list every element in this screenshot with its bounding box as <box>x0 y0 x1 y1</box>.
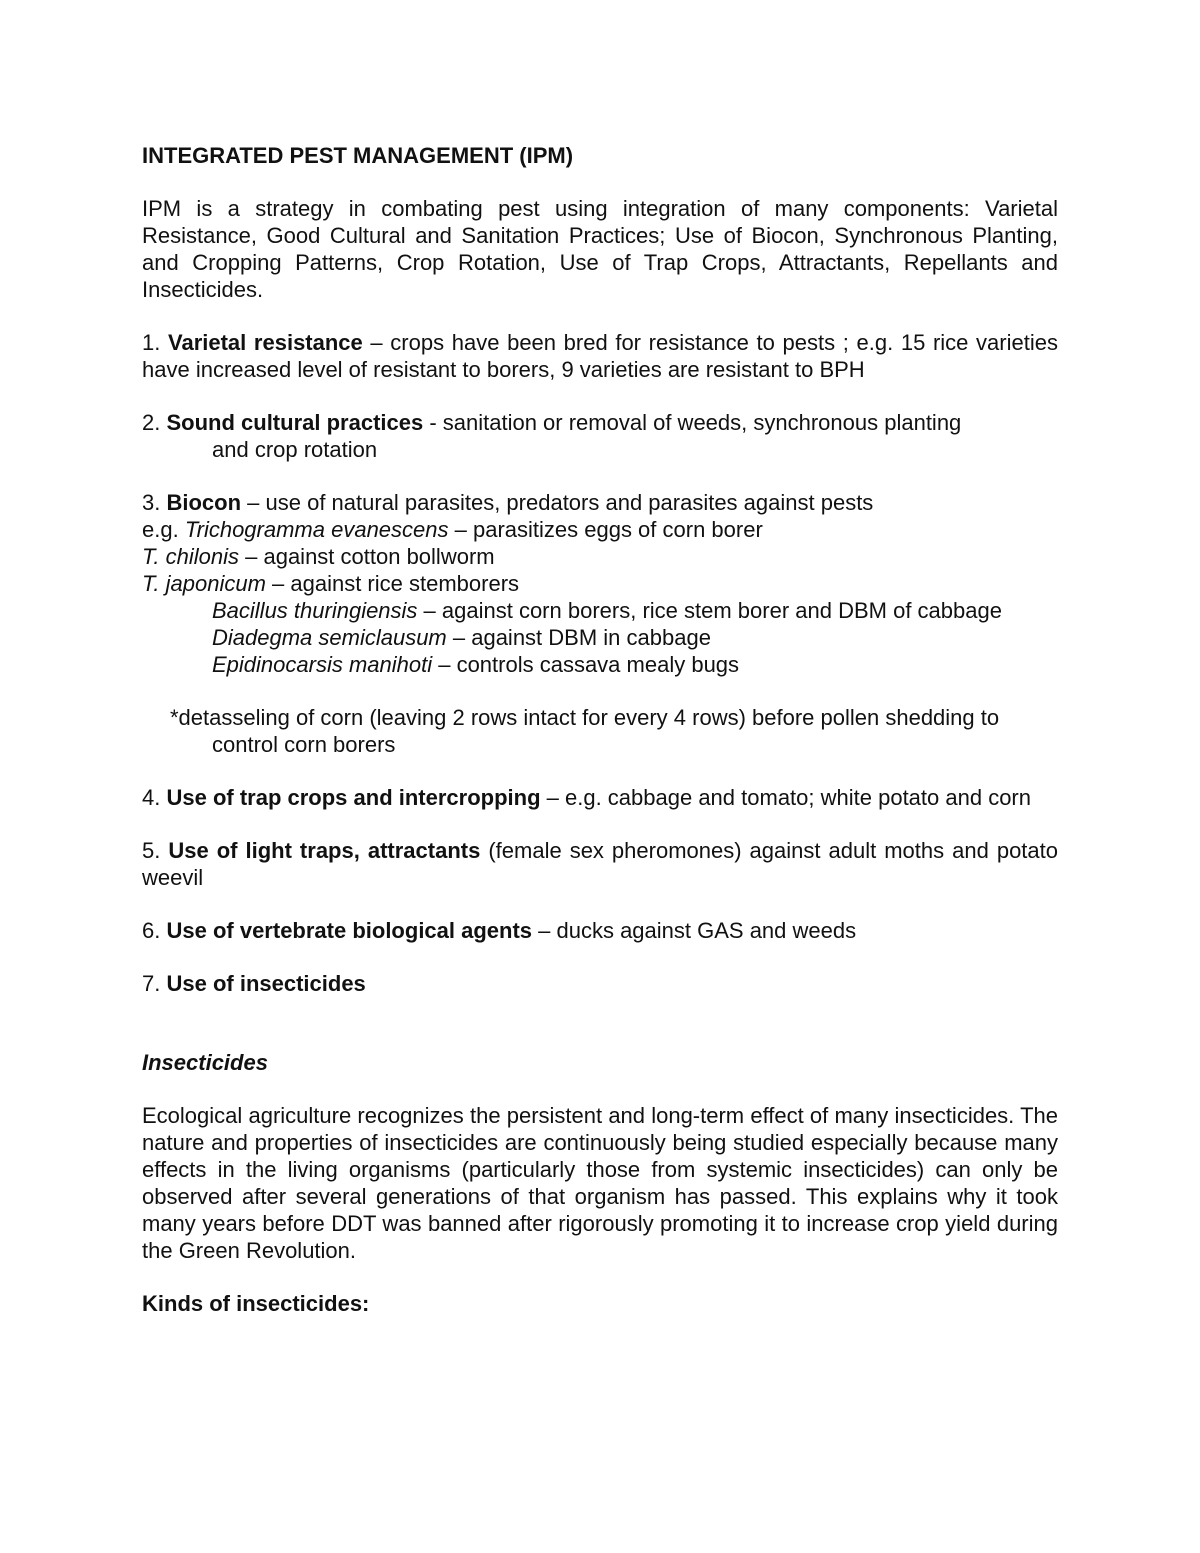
item-term: Sound cultural practices <box>166 410 424 435</box>
item-number: 2. <box>142 410 161 435</box>
item-term: Use of light traps, attractants <box>168 838 481 863</box>
item-term: Use of vertebrate biological agents <box>166 918 533 943</box>
biocon-example-indented: Bacillus thuringiensis – against corn borers, rice stem borer and DBM of cabbage <box>212 598 1002 623</box>
list-item-3 <box>142 489 1058 678</box>
biocon-example: e.g. Trichogramma evanescens – parasitizes eggs of corn borer <box>142 517 763 542</box>
list-item-5 <box>142 837 1058 891</box>
item-number: 4. <box>142 785 161 810</box>
item-text: – ducks against GAS and weeds <box>532 918 857 943</box>
item-term: Use of insecticides <box>166 971 366 996</box>
item-number: 6. <box>142 918 161 943</box>
list-item-6 <box>142 917 1058 944</box>
biocon-example-indented: Diadegma semiclausum – against DBM in cabbage <box>212 625 711 650</box>
intro-paragraph: IPM is a strategy in combating pest using integration of many components: Varietal Resistance, Good Cultural and Sanitation Practices; Use of Biocon, Synchronous Planting, and Cropping Patterns, Crop Rotation, Use of Trap Crops, Attractants, Repellants and Insecticides. <box>142 196 1058 302</box>
item-number: 3. <box>142 490 161 515</box>
item-text-continued: and crop rotation <box>212 437 378 462</box>
list-item-1 <box>142 329 1058 383</box>
biocon-example: T. japonicum – against rice stemborers <box>142 571 520 596</box>
species-name: T. japonicum <box>142 571 266 596</box>
species-name: Bacillus thuringiensis <box>212 598 418 623</box>
item-term: Use of trap crops and intercropping <box>166 785 541 810</box>
species-name: Epidinocarsis manihoti <box>212 652 433 677</box>
section-heading-kinds: Kinds of insecticides: <box>142 1291 370 1316</box>
detasseling-note: *detasseling of corn (leaving 2 rows intact for every 4 rows) before pollen shedding to control corn borers <box>170 705 1000 757</box>
insecticides-paragraph: Ecological agriculture recognizes the persistent and long-term effect of many insecticides. The nature and properties of insecticides are continuously being studied especially because many effects in the living organisms (particularly those from systemic insecticides) can only be observed after several generations of that organism has passed. This explains why it took many years before DDT was banned after rigorously promoting it to increase crop yield during the Green Revolution. <box>142 1103 1058 1263</box>
page-title: INTEGRATED PEST MANAGEMENT (IPM) <box>142 143 574 168</box>
item-number: 7. <box>142 971 161 996</box>
list-item-7 <box>142 970 1058 997</box>
species-name: Diadegma semiclausum <box>212 625 447 650</box>
item-text: – use of natural parasites, predators and parasites against pests <box>241 490 874 515</box>
item-text: – crops have been bred for resistance to pests ; e.g. 15 rice varieties have increased level of resistant to borers, 9 varieties are resistant to BPH <box>142 330 1058 382</box>
species-name: Trichogramma evanescens <box>184 517 449 542</box>
item-term: Biocon <box>166 490 242 515</box>
item-text: – e.g. cabbage and tomato; white potato and corn <box>540 785 1031 810</box>
species-name: T. chilonis <box>142 544 240 569</box>
list-item-2 <box>142 409 1058 463</box>
item-number: 5. <box>142 838 161 863</box>
item-term: Varietal resistance <box>168 330 363 355</box>
biocon-example-indented: Epidinocarsis manihoti – controls cassava mealy bugs <box>212 652 740 677</box>
section-heading-insecticides: Insecticides <box>142 1050 268 1075</box>
item-number: 1. <box>142 330 161 355</box>
item-text: - sanitation or removal of weeds, synchronous planting <box>423 410 962 435</box>
biocon-example: T. chilonis – against cotton bollworm <box>142 544 495 569</box>
list-item-4 <box>142 784 1058 811</box>
item-text: (female sex pheromones) against adult moths and potato weevil <box>142 838 1058 890</box>
